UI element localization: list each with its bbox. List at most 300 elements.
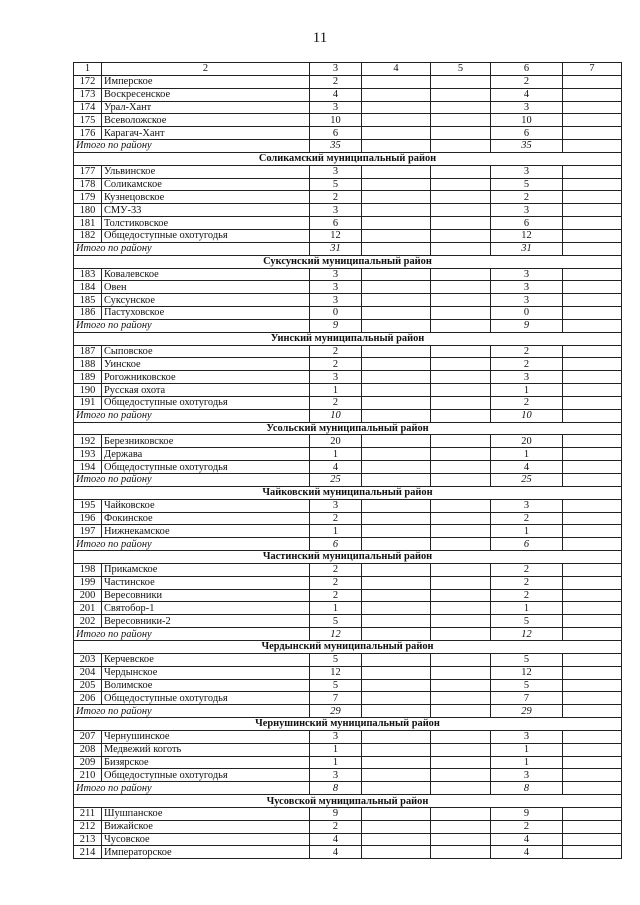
column-3-value: 4 (310, 88, 362, 101)
table-row (74, 268, 622, 281)
column-5-value (431, 833, 491, 846)
column-5-value (431, 358, 491, 371)
total-column-6: 31 (491, 242, 563, 255)
column-6-value: 6 (491, 217, 563, 230)
row-number: 184 (74, 281, 102, 294)
table-row (74, 679, 622, 692)
column-4-value (362, 281, 431, 294)
column-5-value (431, 512, 491, 525)
column-5-value (431, 448, 491, 461)
column-7-value (563, 679, 622, 692)
district-title: Уинский муниципальный район (74, 332, 622, 345)
column-6-value: 3 (491, 268, 563, 281)
column-5-value (431, 396, 491, 409)
district-total-row (74, 538, 622, 551)
column-4-value (362, 512, 431, 525)
column-3-value: 3 (310, 204, 362, 217)
total-column-7 (563, 628, 622, 641)
total-column-7 (563, 242, 622, 255)
allocation-table (73, 62, 622, 859)
row-number: 204 (74, 666, 102, 679)
column-5-value (431, 384, 491, 397)
table-row (74, 384, 622, 397)
column-4-value (362, 448, 431, 461)
column-7-value (563, 615, 622, 628)
column-3-value: 1 (310, 756, 362, 769)
hunting-ground-name: Керчевское (102, 653, 310, 666)
district-total-row (74, 628, 622, 641)
total-column-3: 6 (310, 538, 362, 551)
column-3-value: 2 (310, 512, 362, 525)
column-5-value (431, 114, 491, 127)
column-4-value (362, 178, 431, 191)
total-column-6: 29 (491, 705, 563, 718)
column-4-value (362, 615, 431, 628)
column-4-value (362, 396, 431, 409)
table-row (74, 666, 622, 679)
column-7-value (563, 692, 622, 705)
column-5-value (431, 679, 491, 692)
total-column-6: 35 (491, 140, 563, 153)
column-4-value (362, 769, 431, 782)
hunting-ground-name: Вижайское (102, 820, 310, 833)
total-label: Итого по району (74, 538, 310, 551)
table-row (74, 371, 622, 384)
column-6-value: 1 (491, 448, 563, 461)
hunting-ground-name: Кузнецовское (102, 191, 310, 204)
row-number: 213 (74, 833, 102, 846)
column-7-value (563, 653, 622, 666)
total-label: Итого по району (74, 705, 310, 718)
column-3-value: 2 (310, 358, 362, 371)
total-column-7 (563, 319, 622, 332)
column-7-value (563, 178, 622, 191)
column-7-value (563, 191, 622, 204)
column-3-value: 1 (310, 384, 362, 397)
table-row (74, 101, 622, 114)
row-number: 199 (74, 576, 102, 589)
column-6-value: 2 (491, 512, 563, 525)
row-number: 195 (74, 499, 102, 512)
column-6-value: 2 (491, 345, 563, 358)
hunting-ground-name: Березниковское (102, 435, 310, 448)
column-5-value (431, 229, 491, 242)
column-5-value (431, 589, 491, 602)
total-column-5 (431, 628, 491, 641)
total-column-3: 29 (310, 705, 362, 718)
column-7-value (563, 576, 622, 589)
column-4-value (362, 602, 431, 615)
column-4-value (362, 807, 431, 820)
total-column-4 (362, 538, 431, 551)
column-6-value: 0 (491, 307, 563, 320)
column-header: 1 (74, 63, 102, 76)
row-number: 174 (74, 101, 102, 114)
hunting-ground-name: Сыповское (102, 345, 310, 358)
column-header: 7 (563, 63, 622, 76)
column-4-value (362, 525, 431, 538)
district-total-row (74, 242, 622, 255)
column-6-value: 4 (491, 88, 563, 101)
column-7-value (563, 127, 622, 140)
district-total-row (74, 474, 622, 487)
column-5-value (431, 743, 491, 756)
row-number: 194 (74, 461, 102, 474)
table-row (74, 512, 622, 525)
column-6-value: 3 (491, 371, 563, 384)
row-number: 190 (74, 384, 102, 397)
table-row (74, 358, 622, 371)
table-row (74, 88, 622, 101)
column-7-value (563, 756, 622, 769)
column-3-value: 20 (310, 435, 362, 448)
column-5-value (431, 563, 491, 576)
hunting-ground-name: Ковалевское (102, 268, 310, 281)
hunting-ground-name: Вересовники (102, 589, 310, 602)
column-7-value (563, 461, 622, 474)
table-row (74, 229, 622, 242)
row-number: 212 (74, 820, 102, 833)
column-3-value: 2 (310, 191, 362, 204)
row-number: 193 (74, 448, 102, 461)
total-column-5 (431, 140, 491, 153)
total-column-4 (362, 409, 431, 422)
column-7-value (563, 666, 622, 679)
total-label: Итого по району (74, 474, 310, 487)
total-column-7 (563, 409, 622, 422)
column-4-value (362, 358, 431, 371)
row-number: 179 (74, 191, 102, 204)
column-4-value (362, 666, 431, 679)
column-6-value: 2 (491, 75, 563, 88)
column-3-value: 2 (310, 396, 362, 409)
column-3-value: 3 (310, 281, 362, 294)
column-4-value (362, 127, 431, 140)
total-column-6: 6 (491, 538, 563, 551)
column-6-value: 3 (491, 769, 563, 782)
total-column-4 (362, 319, 431, 332)
row-number: 187 (74, 345, 102, 358)
column-6-value: 1 (491, 384, 563, 397)
column-6-value: 3 (491, 204, 563, 217)
total-column-7 (563, 140, 622, 153)
hunting-ground-name: Чернушинское (102, 730, 310, 743)
hunting-ground-name: Пастуховское (102, 307, 310, 320)
district-header-row (74, 422, 622, 435)
column-5-value (431, 807, 491, 820)
table-row (74, 525, 622, 538)
table-row (74, 692, 622, 705)
hunting-ground-name: Медвежий коготь (102, 743, 310, 756)
column-4-value (362, 461, 431, 474)
table-row (74, 114, 622, 127)
column-5-value (431, 101, 491, 114)
column-7-value (563, 499, 622, 512)
district-total-row (74, 409, 622, 422)
table-body (74, 63, 622, 859)
column-7-value (563, 730, 622, 743)
total-column-4 (362, 628, 431, 641)
row-number: 208 (74, 743, 102, 756)
column-5-value (431, 371, 491, 384)
column-6-value: 5 (491, 679, 563, 692)
row-number: 211 (74, 807, 102, 820)
column-5-value (431, 204, 491, 217)
hunting-ground-name: Чердынское (102, 666, 310, 679)
column-4-value (362, 165, 431, 178)
column-3-value: 1 (310, 525, 362, 538)
table-row (74, 307, 622, 320)
column-7-value (563, 294, 622, 307)
hunting-ground-name: Русская охота (102, 384, 310, 397)
column-5-value (431, 602, 491, 615)
district-title: Чайковский муниципальный район (74, 486, 622, 499)
table-row (74, 756, 622, 769)
district-header-row (74, 486, 622, 499)
total-column-6: 8 (491, 782, 563, 795)
column-5-value (431, 268, 491, 281)
column-3-value: 3 (310, 165, 362, 178)
column-7-value (563, 114, 622, 127)
column-3-value: 0 (310, 307, 362, 320)
column-4-value (362, 589, 431, 602)
table-row (74, 204, 622, 217)
district-header-row (74, 255, 622, 268)
hunting-ground-name: Общедоступные охотугодья (102, 692, 310, 705)
column-4-value (362, 820, 431, 833)
table-row (74, 615, 622, 628)
table-row (74, 833, 622, 846)
column-3-value: 5 (310, 178, 362, 191)
hunting-ground-name: Овен (102, 281, 310, 294)
table-row (74, 563, 622, 576)
row-number: 203 (74, 653, 102, 666)
total-column-7 (563, 538, 622, 551)
total-column-5 (431, 409, 491, 422)
hunting-ground-name: СМУ-33 (102, 204, 310, 217)
column-4-value (362, 846, 431, 859)
total-label: Итого по району (74, 140, 310, 153)
column-3-value: 3 (310, 499, 362, 512)
column-header: 2 (102, 63, 310, 76)
column-4-value (362, 384, 431, 397)
total-label: Итого по району (74, 409, 310, 422)
column-5-value (431, 615, 491, 628)
column-5-value (431, 178, 491, 191)
column-3-value: 4 (310, 846, 362, 859)
table-row (74, 461, 622, 474)
row-number: 209 (74, 756, 102, 769)
column-4-value (362, 294, 431, 307)
column-3-value: 4 (310, 833, 362, 846)
row-number: 191 (74, 396, 102, 409)
district-header-row (74, 551, 622, 564)
total-column-7 (563, 782, 622, 795)
column-4-value (362, 191, 431, 204)
column-5-value (431, 127, 491, 140)
total-column-4 (362, 705, 431, 718)
column-6-value: 20 (491, 435, 563, 448)
row-number: 181 (74, 217, 102, 230)
column-7-value (563, 371, 622, 384)
district-title: Соликамский муниципальный район (74, 152, 622, 165)
total-column-5 (431, 242, 491, 255)
column-5-value (431, 307, 491, 320)
column-4-value (362, 679, 431, 692)
hunting-ground-name: Общедоступные охотугодья (102, 461, 310, 474)
column-6-value: 12 (491, 229, 563, 242)
column-7-value (563, 217, 622, 230)
column-6-value: 2 (491, 589, 563, 602)
column-3-value: 2 (310, 75, 362, 88)
district-total-row (74, 140, 622, 153)
column-3-value: 2 (310, 820, 362, 833)
column-6-value: 5 (491, 653, 563, 666)
column-5-value (431, 756, 491, 769)
table-row (74, 396, 622, 409)
column-header: 5 (431, 63, 491, 76)
total-column-3: 12 (310, 628, 362, 641)
row-number: 196 (74, 512, 102, 525)
column-6-value: 4 (491, 461, 563, 474)
column-5-value (431, 692, 491, 705)
hunting-ground-name: Общедоступные охотугодья (102, 769, 310, 782)
hunting-ground-name: Общедоступные охотугодья (102, 396, 310, 409)
column-5-value (431, 345, 491, 358)
total-column-6: 12 (491, 628, 563, 641)
table-row (74, 435, 622, 448)
district-title: Суксунский муниципальный район (74, 255, 622, 268)
column-7-value (563, 307, 622, 320)
row-number: 192 (74, 435, 102, 448)
total-column-4 (362, 242, 431, 255)
column-6-value: 5 (491, 615, 563, 628)
total-label: Итого по району (74, 782, 310, 795)
column-3-value: 3 (310, 294, 362, 307)
hunting-ground-name: Волимское (102, 679, 310, 692)
district-title: Чернушинский муниципальный район (74, 718, 622, 731)
table-row (74, 576, 622, 589)
column-4-value (362, 653, 431, 666)
total-label: Итого по району (74, 628, 310, 641)
column-3-value: 12 (310, 229, 362, 242)
column-6-value: 12 (491, 666, 563, 679)
row-number: 202 (74, 615, 102, 628)
row-number: 176 (74, 127, 102, 140)
hunting-ground-name: Нижнекамское (102, 525, 310, 538)
row-number: 205 (74, 679, 102, 692)
column-7-value (563, 165, 622, 178)
district-header-row (74, 332, 622, 345)
column-3-value: 3 (310, 730, 362, 743)
column-4-value (362, 730, 431, 743)
total-column-7 (563, 705, 622, 718)
row-number: 186 (74, 307, 102, 320)
column-7-value (563, 204, 622, 217)
column-header: 3 (310, 63, 362, 76)
table-row (74, 730, 622, 743)
column-7-value (563, 268, 622, 281)
column-4-value (362, 268, 431, 281)
total-column-3: 35 (310, 140, 362, 153)
row-number: 200 (74, 589, 102, 602)
column-5-value (431, 191, 491, 204)
hunting-ground-name: Шушпанское (102, 807, 310, 820)
row-number: 197 (74, 525, 102, 538)
column-6-value: 9 (491, 807, 563, 820)
column-7-value (563, 396, 622, 409)
column-6-value: 3 (491, 101, 563, 114)
column-7-value (563, 448, 622, 461)
total-column-3: 9 (310, 319, 362, 332)
row-number: 175 (74, 114, 102, 127)
district-total-row (74, 705, 622, 718)
column-3-value: 5 (310, 653, 362, 666)
hunting-ground-name: Святобор-1 (102, 602, 310, 615)
column-4-value (362, 229, 431, 242)
hunting-ground-name: Рогожниковское (102, 371, 310, 384)
column-7-value (563, 833, 622, 846)
row-number: 183 (74, 268, 102, 281)
table-row (74, 217, 622, 230)
hunting-ground-name: Чусовское (102, 833, 310, 846)
hunting-ground-name: Императорское (102, 846, 310, 859)
hunting-ground-name: Урал-Хант (102, 101, 310, 114)
column-3-value: 2 (310, 576, 362, 589)
column-4-value (362, 435, 431, 448)
row-number: 185 (74, 294, 102, 307)
table-row (74, 127, 622, 140)
row-number: 207 (74, 730, 102, 743)
column-5-value (431, 769, 491, 782)
hunting-ground-name: Общедоступные охотугодья (102, 229, 310, 242)
column-6-value: 3 (491, 165, 563, 178)
hunting-ground-name: Ульвинское (102, 165, 310, 178)
district-total-row (74, 782, 622, 795)
column-3-value: 3 (310, 769, 362, 782)
column-6-value: 4 (491, 833, 563, 846)
total-column-6: 10 (491, 409, 563, 422)
total-column-3: 10 (310, 409, 362, 422)
row-number: 188 (74, 358, 102, 371)
column-5-value (431, 666, 491, 679)
column-4-value (362, 88, 431, 101)
column-3-value: 1 (310, 602, 362, 615)
row-number: 189 (74, 371, 102, 384)
table-row (74, 191, 622, 204)
column-5-value (431, 461, 491, 474)
column-5-value (431, 88, 491, 101)
column-6-value: 7 (491, 692, 563, 705)
total-label: Итого по району (74, 242, 310, 255)
row-number: 210 (74, 769, 102, 782)
hunting-ground-name: Соликамское (102, 178, 310, 191)
row-number: 173 (74, 88, 102, 101)
column-7-value (563, 525, 622, 538)
column-5-value (431, 820, 491, 833)
column-6-value: 3 (491, 281, 563, 294)
table-row (74, 281, 622, 294)
table-row (74, 448, 622, 461)
column-4-value (362, 692, 431, 705)
column-7-value (563, 589, 622, 602)
column-4-value (362, 576, 431, 589)
hunting-ground-name: Прикамское (102, 563, 310, 576)
column-4-value (362, 114, 431, 127)
column-3-value: 10 (310, 114, 362, 127)
column-7-value (563, 512, 622, 525)
column-3-value: 1 (310, 743, 362, 756)
